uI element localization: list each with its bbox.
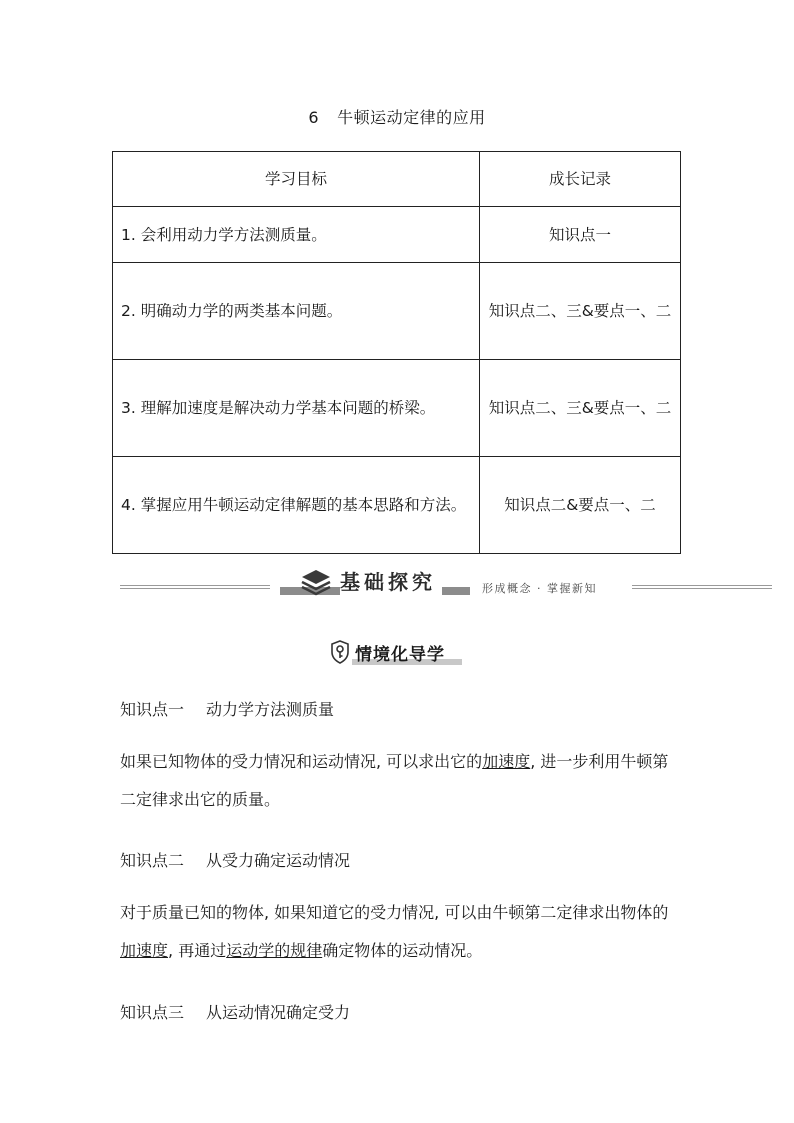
knowledge-point-heading: [120, 697, 334, 720]
table-row: [113, 207, 681, 263]
kp-title: 动力学方法测质量: [206, 700, 335, 719]
record-cell: 知识点二、三&要点一、二: [480, 360, 681, 457]
text-run: , 再通过: [168, 941, 227, 960]
record-cell: 知识点二&要点一、二: [480, 457, 681, 554]
table-row: [113, 457, 681, 554]
underlined-term: 加速度: [120, 941, 169, 960]
text-run: 对于质量已知的物体, 如果知道它的受力情况, 可以由牛顿第二定律求出物体的: [120, 903, 669, 922]
banner-rule-right: [632, 585, 772, 589]
record-cell: 知识点二、三&要点一、二: [480, 263, 681, 360]
text-run: , 进一步利用牛顿第二定律求出它的质量。: [120, 752, 669, 809]
text-run: 如果已知物体的受力情况和运动情况, 可以求出它的: [120, 752, 483, 771]
text-run: 确定物体的运动情况。: [322, 941, 483, 960]
section-number: 6: [308, 108, 320, 127]
kp-label: 知识点二: [120, 851, 185, 870]
knowledge-point-heading: [120, 1000, 350, 1023]
goal-cell: 1. 会利用动力学方法测质量。: [113, 207, 480, 263]
kp-title: 从运动情况确定受力: [206, 1003, 351, 1022]
table-row: [113, 263, 681, 360]
kp-label: 知识点一: [120, 700, 185, 719]
table-header-row: [113, 152, 681, 207]
kp-label: 知识点三: [120, 1003, 185, 1022]
underlined-term: 加速度: [482, 752, 531, 771]
kp-paragraph: [120, 894, 680, 970]
page-title: [0, 105, 794, 128]
key-icon: [330, 640, 350, 664]
heading-text: 情境化导学: [355, 645, 445, 665]
record-cell: 知识点一: [480, 207, 681, 263]
kp-paragraph: [120, 743, 680, 819]
kp-title: 从受力确定运动情况: [206, 851, 351, 870]
layers-icon: [300, 568, 332, 596]
goal-cell: 2. 明确动力学的两类基本问题。: [113, 263, 480, 360]
knowledge-point-heading: [120, 848, 350, 871]
section-banner: [0, 565, 794, 605]
learning-goals-table: [112, 151, 681, 554]
table-row: [113, 360, 681, 457]
banner-rule-left: [120, 585, 270, 589]
underlined-term: 运动学的规律: [226, 941, 323, 960]
goal-cell: 4. 掌握应用牛顿运动定律解题的基本思路和方法。: [113, 457, 480, 554]
header-goal: 学习目标: [113, 152, 480, 207]
header-record: 成长记录: [480, 152, 681, 207]
section-title: 牛顿运动定律的应用: [337, 108, 486, 127]
banner-subtitle: 形成概念 · 掌握新知: [482, 582, 597, 595]
banner-title: 基础探究: [340, 566, 442, 595]
goal-cell: 3. 理解加速度是解决动力学基本问题的桥梁。: [113, 360, 480, 457]
